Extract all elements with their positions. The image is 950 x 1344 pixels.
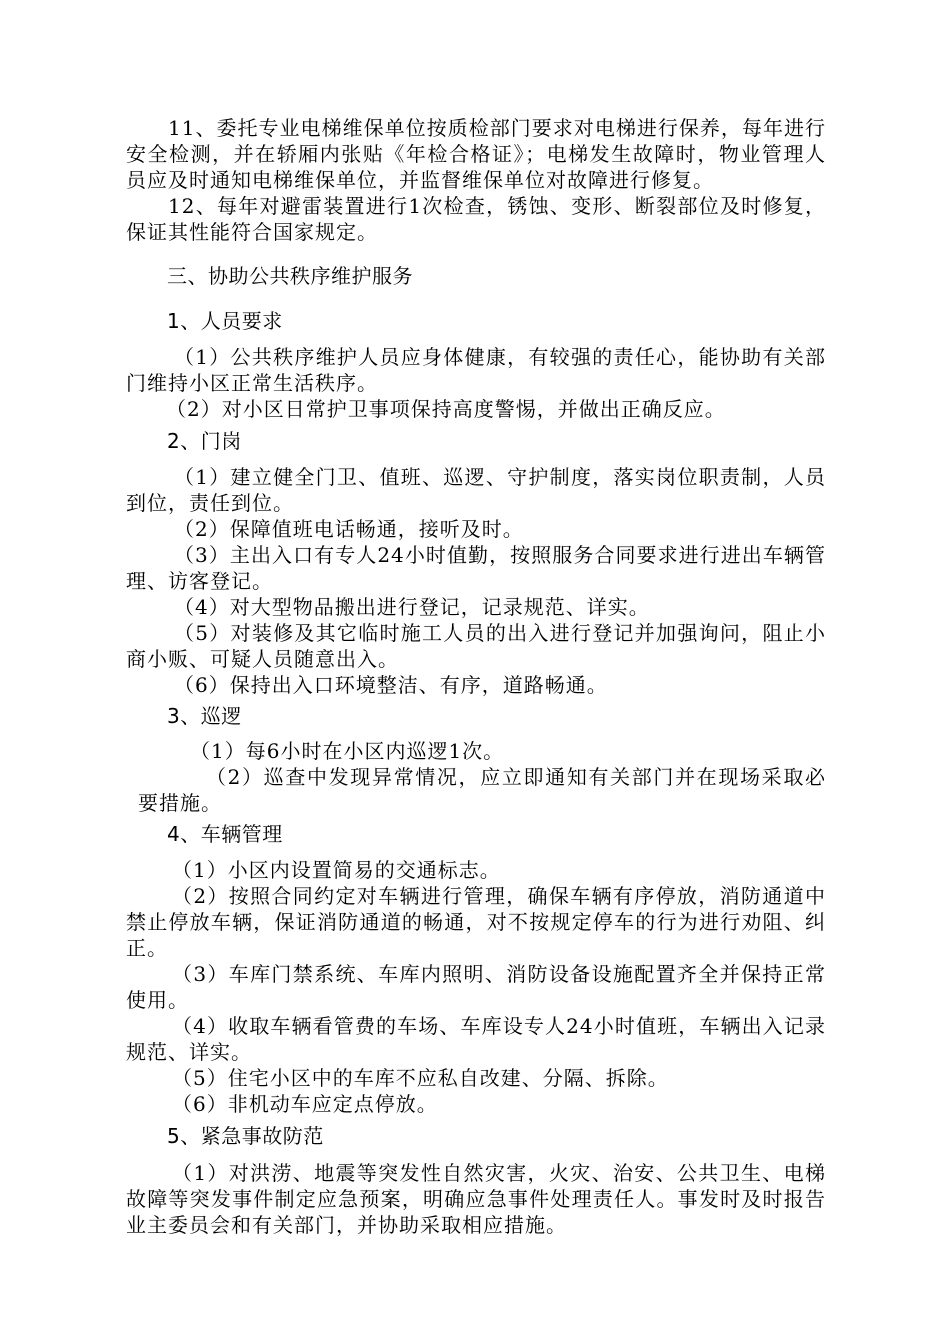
subheading-patrol: 3、巡逻: [167, 704, 242, 728]
paragraph-vehicle-garage-alteration: （5）住宅小区中的车库不应私自改建、分隔、拆除。: [172, 1066, 669, 1090]
paragraph-vehicle-fee-lot: （4）收取车辆看管费的车场、车库设专人24小时值班，车辆出入记录规范、详实。: [126, 1014, 826, 1064]
paragraph-gate-24h: （3）主出入口有专人24小时值勤，按照服务合同要求进行进出车辆管理、访客登记。: [126, 543, 826, 593]
paragraph-elevator-maintenance: 11、委托专业电梯维保单位按质检部门要求对电梯进行保养，每年进行安全检测，并在轿厢内张贴《年检合格证》；电梯发生故障时，物业管理人员应及时通知电梯维保单位，并监督维保单位对故障进行修复。: [126, 116, 826, 192]
paragraph-gate-workers: （5）对装修及其它临时施工人员的出入进行登记并加强询问，阻止小商小贩、可疑人员随意出入。: [126, 621, 826, 671]
paragraph-gate-rules: （1）建立健全门卫、值班、巡逻、守护制度，落实岗位职责制，人员到位，责任到位。: [126, 465, 826, 515]
section-heading-public-order: 三、协助公共秩序维护服务: [167, 264, 413, 288]
paragraph-patrol-frequency: （1）每6小时在小区内巡逻1次。: [190, 739, 505, 763]
subheading-vehicle-management: 4、车辆管理: [167, 822, 283, 846]
paragraph-vehicle-garage-systems: （3）车库门禁系统、车库内照明、消防设备设施配置齐全并保持正常使用。: [126, 962, 826, 1012]
subheading-gate-post: 2、门岗: [167, 429, 242, 453]
paragraph-staff-vigilance: （2）对小区日常护卫事项保持高度警惕，并做出正确反应。: [166, 397, 726, 421]
paragraph-vehicle-parking: （2）按照合同约定对车辆进行管理，确保车辆有序停放，消防通道中禁止停放车辆，保证消防通道的畅通，对不按规定停车的行为进行劝阻、纠正。: [126, 884, 826, 960]
paragraph-emergency-plan: （1）对洪涝、地震等突发性自然灾害，火灾、治安、公共卫生、电梯故障等突发事件制定应急预案，明确应急事件处理责任人。事发时及时报告业主委员会和有关部门，并协助采取相应措施。: [126, 1161, 826, 1237]
paragraph-lightning-protection: 12、每年对避雷装置进行1次检查，锈蚀、变形、断裂部位及时修复，保证其性能符合国家规定。: [126, 194, 826, 244]
paragraph-vehicle-signs: （1）小区内设置简易的交通标志。: [172, 858, 501, 882]
paragraph-gate-cleanliness: （6）保持出入口环境整洁、有序，道路畅通。: [174, 673, 608, 697]
paragraph-gate-large-items: （4）对大型物品搬出进行登记，记录规范、详实。: [174, 595, 650, 619]
paragraph-vehicle-nonmotor: （6）非机动车应定点停放。: [172, 1092, 438, 1116]
paragraph-patrol-abnormal: （2）巡查中发现异常情况，应立即通知有关部门并在现场采取必要措施。: [138, 765, 826, 815]
paragraph-gate-phone: （2）保障值班电话畅通，接听及时。: [174, 517, 524, 541]
paragraph-staff-health: （1）公共秩序维护人员应身体健康，有较强的责任心，能协助有关部门维持小区正常生活秩序。: [126, 345, 826, 395]
subheading-staff-requirements: 1、人员要求: [167, 309, 283, 333]
subheading-emergency-prevention: 5、紧急事故防范: [167, 1124, 324, 1148]
